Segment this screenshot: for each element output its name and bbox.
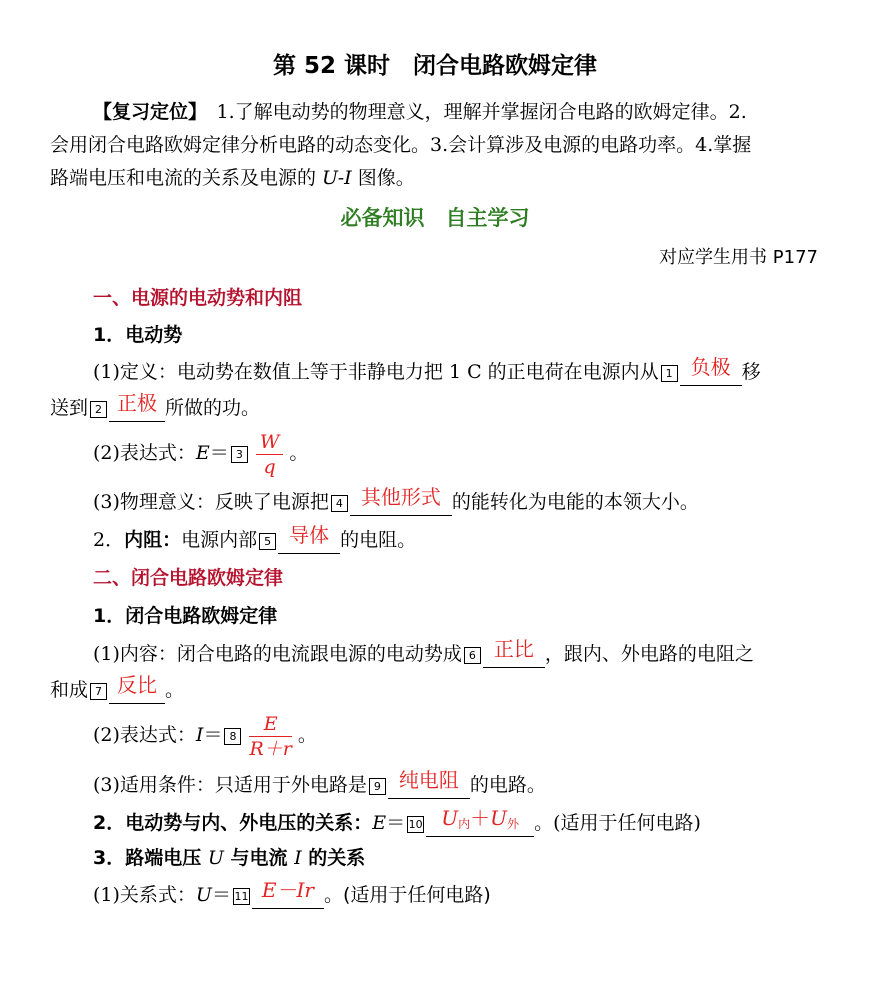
blank-10 — [426, 806, 534, 837]
s1-expr-e: E — [195, 442, 210, 464]
s2-conditions — [93, 768, 546, 799]
blank-number-2: 2 — [90, 401, 107, 418]
review-text-3a: 路端电压和电流的关系及电源的 — [50, 167, 323, 189]
blank-number-5: 5 — [259, 533, 276, 550]
s2-content-text-c: 和成 — [50, 679, 89, 701]
s1-heading: 一、电源的电动势和内阻 — [93, 287, 303, 309]
blank-number-7: 7 — [90, 683, 107, 700]
blank-number-8: 8 — [224, 728, 241, 745]
review-text-3b: 图像。 — [351, 167, 415, 189]
s2-content-text-d: 。 — [165, 679, 185, 701]
s2-sub2-e: E — [372, 812, 387, 834]
s2-expr-i: I — [195, 724, 204, 746]
s2-expression-line — [93, 710, 317, 761]
blank-number-4: 4 — [331, 495, 348, 512]
s2-sub3-i: I — [294, 847, 302, 869]
s2-sub2-end: 。(适用于任何电路) — [534, 812, 701, 834]
s1-expression-line — [93, 428, 308, 479]
answer-6: 正比 — [493, 637, 534, 661]
blank-9 — [388, 768, 470, 799]
s2-sub3-text-b: 与电流 — [223, 847, 295, 869]
s1-def-text-b: 移 — [741, 361, 761, 383]
review-line-1 — [93, 98, 747, 126]
s1-physical-meaning — [93, 485, 699, 516]
s2-sub3-text-a: 3．路端电压 — [93, 847, 208, 869]
answer-3-numerator: W — [256, 430, 284, 455]
blank-number-1: 1 — [661, 365, 678, 382]
s2-rel-end: 。(适用于任何电路) — [323, 884, 491, 906]
page-title: 第 52 课时 闭合电路欧姆定律 — [272, 53, 598, 79]
s1-definition-line1 — [93, 355, 761, 386]
s1-phys-text-b: 的能转化为电能的本领大小。 — [451, 491, 699, 513]
blank-number-11: 11 — [234, 890, 249, 903]
s1-expr-end: 。 — [289, 442, 309, 464]
s2-sub2-text: 2．电动势与内、外电压的关系： — [93, 812, 373, 834]
s1-def-text-d: 所做的功。 — [165, 397, 261, 419]
s2-heading: 二、闭合电路欧姆定律 — [93, 567, 284, 589]
answer-4: 其他形式 — [360, 485, 441, 509]
s1-def-text-c: 送到 — [50, 397, 89, 419]
s2-content-line2 — [50, 673, 185, 704]
blank-number-6: 6 — [464, 647, 481, 664]
s1-expr-label: (2)表达式： — [93, 442, 196, 464]
s2-rel-eq: ＝ — [211, 884, 231, 906]
s1-sub2-text-b: 的电阻。 — [340, 529, 417, 551]
s2-expr-end: 。 — [297, 724, 317, 746]
s1-sub2-label: 内阻： — [124, 529, 182, 551]
s1-sub2-num: 2． — [93, 529, 125, 551]
blank-6 — [483, 637, 545, 668]
answer-1: 负极 — [690, 355, 731, 379]
review-line-2: 会用闭合电路欧姆定律分析电路的动态变化。3.会计算涉及电源的电路功率。4.掌握 — [50, 134, 752, 156]
s2-expr-label: (2)表达式： — [93, 724, 196, 746]
review-line-3 — [50, 164, 415, 192]
answer-8-numerator: E — [249, 712, 291, 737]
s2-sub2-eq: ＝ — [386, 812, 406, 834]
blank-4 — [350, 485, 452, 516]
s1-internal-resistance — [93, 523, 417, 554]
blank-number-10: 10 — [408, 818, 423, 831]
s2-content-text-a: (1)内容：闭合电路的电流跟电源的电动势成 — [93, 643, 462, 665]
s2-content-line1 — [93, 637, 754, 668]
answer-10-u2: U — [490, 806, 507, 830]
blank-number-9: 9 — [369, 778, 386, 795]
blank-5 — [278, 523, 340, 554]
s2-sub3-u: U — [207, 847, 224, 869]
s2-emf-relation — [93, 806, 701, 837]
answer-11: E－Ir — [261, 878, 314, 902]
blank-11 — [252, 878, 324, 909]
s2-cond-text-b: 的电路。 — [469, 774, 546, 796]
answer-9: 纯电阻 — [398, 768, 459, 792]
answer-5: 导体 — [289, 523, 330, 547]
s2-content-text-b: ，跟内、外电路的电阻之 — [544, 643, 754, 665]
s1-expr-eq: ＝ — [209, 442, 229, 464]
answer-8-fraction — [249, 712, 291, 761]
answer-10-u1: U — [441, 806, 459, 830]
s2-sub3-text-c: 的关系 — [301, 847, 366, 869]
blank-7 — [109, 673, 165, 704]
answer-3-denominator: q — [263, 455, 276, 478]
blank-1 — [680, 355, 742, 386]
s2-rel-u: U — [195, 884, 212, 906]
answer-10 — [426, 804, 534, 838]
s1-definition-line2 — [50, 391, 261, 422]
review-text-1: 1.了解电动势的物理意义，理解并掌握闭合电路的欧姆定律。2. — [197, 101, 747, 123]
book-reference: 对应学生用书 P177 — [659, 247, 818, 268]
section-heading: 必备知识 自主学习 — [340, 206, 530, 230]
s1-phys-text-a: (3)物理意义：反映了电源把 — [93, 491, 329, 513]
answer-8-denominator: R＋r — [249, 737, 292, 760]
s1-sub1: 1．电动势 — [93, 324, 183, 346]
s2-expr-eq: ＝ — [203, 724, 223, 746]
s1-sub2-text-a: 电源内部 — [181, 529, 258, 551]
review-label: 【复习定位】 — [93, 101, 198, 123]
blank-number-3: 3 — [231, 446, 248, 463]
s2-rel-label: (1)关系式： — [93, 884, 196, 906]
s2-relation-formula — [93, 878, 491, 909]
review-ui-symbol: U-I — [322, 167, 352, 189]
answer-7: 反比 — [117, 673, 158, 697]
s2-cond-text-a: (3)适用条件：只适用于外电路是 — [93, 774, 367, 796]
answer-10-sub1: 内 — [458, 817, 471, 831]
s1-def-text-a: (1)定义：电动势在数值上等于非静电力把 1 C 的正电荷在电源内从 — [93, 361, 659, 383]
answer-3-fraction — [256, 430, 284, 479]
blank-2 — [109, 391, 165, 422]
s2-sub3 — [93, 844, 365, 872]
answer-2: 正极 — [117, 391, 158, 415]
answer-10-plus: ＋ — [470, 806, 491, 830]
s2-sub1: 1．闭合电路欧姆定律 — [93, 605, 278, 627]
answer-10-sub2: 外 — [506, 817, 519, 831]
